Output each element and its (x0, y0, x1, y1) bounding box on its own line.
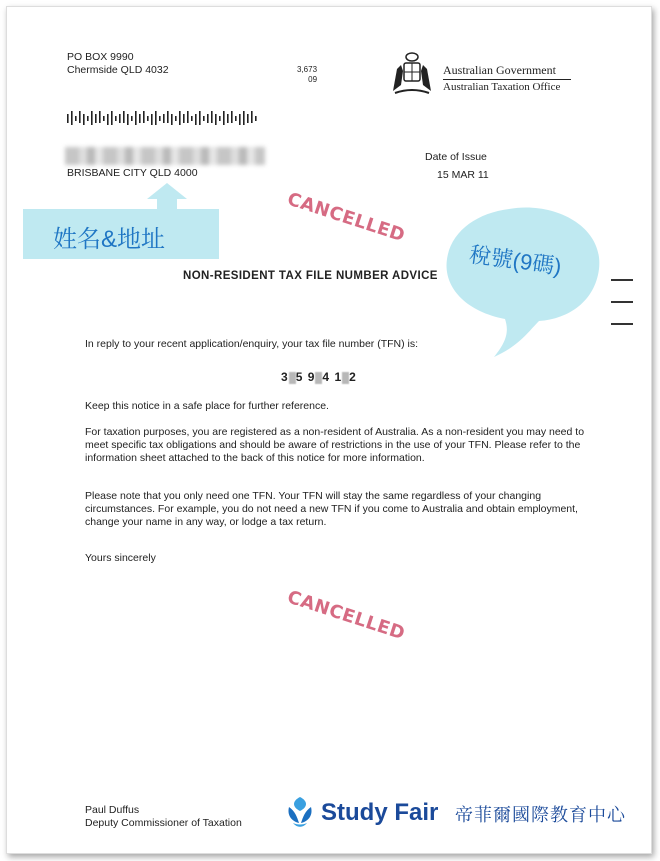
tfn-redaction (315, 372, 322, 384)
cancelled-stamp-bottom: CANCELLED (284, 586, 408, 645)
postal-barcode (67, 111, 257, 125)
signatory-name: Paul Duffus (85, 804, 140, 816)
sender-line-2: Chermside QLD 4032 (67, 64, 169, 76)
tfn-digit: 5 (295, 370, 304, 384)
recipient-city: BRISBANE CITY QLD 4000 (67, 167, 198, 179)
signatory-role: Deputy Commissioner of Taxation (85, 817, 242, 829)
logo-divider (443, 79, 571, 80)
watermark-brand-cn: 帝菲爾國際教育中心 (455, 805, 626, 825)
arrow-up-icon (147, 183, 187, 211)
letter-page (6, 6, 652, 854)
sender-line-1: PO BOX 9990 (67, 51, 134, 63)
coat-of-arms-icon (387, 51, 437, 97)
name-address-callout (23, 209, 219, 259)
tfn-redaction (342, 372, 349, 384)
tax-file-number (281, 370, 357, 384)
tfn-digit: 1 (334, 370, 343, 384)
mail-code-2: 09 (308, 75, 318, 84)
watermark-brand: Study Fair (321, 799, 439, 826)
tfn-digit: 2 (349, 370, 357, 384)
tfn-digit: 9 (307, 370, 316, 384)
reply-text: In reply to your recent application/enquiry, your tax file number (TFN) is: (85, 338, 419, 350)
fold-mark-1 (611, 279, 633, 281)
fold-marks (611, 279, 633, 345)
tax-number-annotation: 稅號(9碼) (467, 241, 564, 280)
paragraph-keep-notice: Keep this notice in a safe place for further reference. (85, 400, 329, 412)
paragraph-non-resident: For taxation purposes, you are registered as a non-resident of Australia. As a non-resident you may need to meet specific tax obligations and should be aware of restrictions in the use of your TFN. Please refer to the information sheet attached to the back of this notice for more information. (85, 426, 585, 464)
date-of-issue-value: 15 MAR 11 (437, 169, 489, 181)
sender-address (67, 51, 169, 77)
cancelled-stamp-top: CANCELLED (284, 188, 408, 247)
closing: Yours sincerely (85, 552, 156, 564)
fold-mark-2 (611, 301, 633, 303)
study-fair-logo-icon (283, 795, 317, 829)
date-of-issue-label: Date of Issue (425, 151, 487, 163)
redacted-name-address (65, 147, 265, 165)
mail-code-1: 3,673 (297, 65, 318, 74)
document-title: NON-RESIDENT TAX FILE NUMBER ADVICE (183, 270, 438, 282)
tfn-digit: 4 (322, 370, 331, 384)
tfn-redaction (289, 372, 296, 384)
fold-mark-3 (611, 323, 633, 325)
speech-bubble-icon (439, 201, 609, 361)
tfn-digit: 3 (281, 370, 289, 384)
mail-code (297, 65, 317, 85)
name-address-annotation: 姓名&地址 (53, 226, 166, 253)
logo-line-2: Australian Taxation Office (443, 81, 561, 93)
logo-line-1: Australian Government (443, 63, 556, 77)
paragraph-one-tfn: Please note that you only need one TFN. Your TFN will stay the same regardless of your changing circumstances. For example, you do not need a new TFN if you come to Australia and obtain employment, change your name in any way, or lodge a tax return. (85, 490, 578, 528)
ato-logo (387, 51, 577, 97)
